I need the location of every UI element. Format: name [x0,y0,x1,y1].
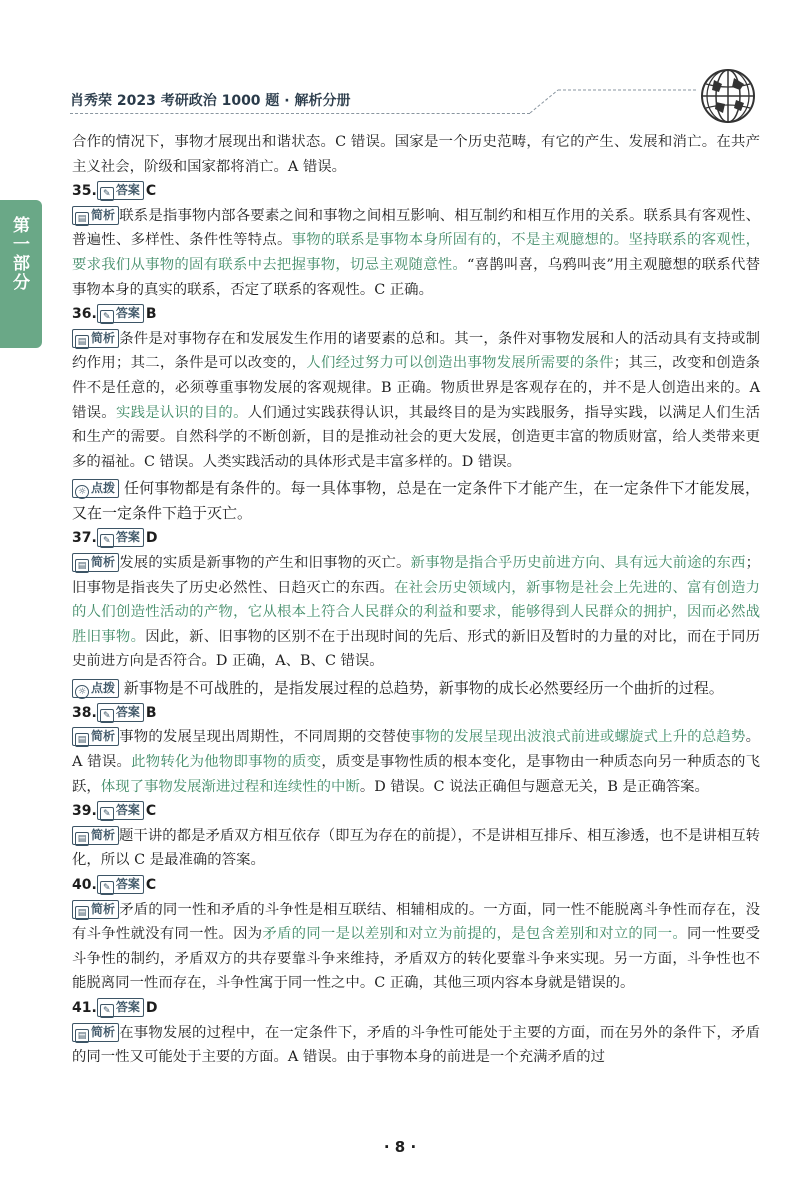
question-answer-line [72,996,760,1021]
page-content [72,130,760,1070]
question-answer-line [72,799,760,824]
answer-badge-label: 答案 [115,530,140,545]
tip-text: 任何事物都是有条件的。每一具体事物，总是在一定条件下才能产生，在一定条件下才能发展，又在一定条件下趋于灭亡。 [72,479,760,523]
analysis-text: 矛盾的同一性和矛盾的斗争性是相互联结、相辅相成的。一方面，同一性不能脱离斗争性而存在，没有斗争性就没有同一性。因为 [72,901,760,943]
question-number: 36. [72,306,97,323]
question-number: 41. [72,1000,97,1016]
analysis-text: 。A 错误。 [72,729,760,771]
tip-text: 新事物是不可战胜的，是指发展过程的总趋势，新事物的成长必然要经历一个曲折的过程。 [123,678,724,697]
analysis-text: ，质变是事物性质的根本变化，是事物由一种质态向另一种质态的飞跃， [72,754,760,795]
analysis-text: ；其三，改变和创造条件不是任意的，必须尊重事物发展的客观规律。B 正确。物质世界是客观存在的，并不是人创造出来的。A 错误。 [72,355,760,421]
analysis-text: ；旧事物是指丧失了历史必然性、日趋灭亡的东西。 [72,554,760,596]
answer-badge [97,998,144,1017]
question-number: 40. [72,877,97,894]
tip-badge-label: 点拨 [91,680,116,695]
analysis-text: 在事物发展的过程中，在一定条件下，矛盾的斗争性可能处于主要的方面，而在另外的条件下，矛盾的同一性又可能处于主要的方面。A 错误。由于事物本身的前进是一个充满矛盾的过 [72,1024,760,1066]
answer-letter: B [145,704,157,721]
book-icon: ▤ [75,1029,89,1043]
section-side-tab-label: 第一部分 [9,216,29,292]
header-decoration [528,88,708,114]
pencil-icon: ✎ [100,881,114,895]
answer-badge-label: 答案 [115,306,140,321]
pencil-icon: ✎ [100,310,114,324]
answer-letter: B [145,306,157,323]
analysis-badge-label: 简析 [91,554,116,569]
analysis-paragraph [72,725,760,799]
answer-letter: C [145,803,157,820]
analysis-text: 人们通过实践获得认识，其最终目的是为实践服务，指导实践，以满足人们生活和生产的需要。自然科学的不断创新，目的是推动社会的更大发展，创造更丰富的物质财富，给人类带来更多的福祉。C 错误。人类实践活动的具体形式是丰富多样的。D 错误。 [72,404,760,470]
answer-badge-label: 答案 [115,1000,140,1014]
answer-badge [97,875,144,894]
question-answer-line [72,526,760,551]
pencil-icon: ✎ [100,709,114,723]
lightbulb-icon: ☼ [75,685,89,699]
highlighted-text: 体现了事物发展渐进过程和连续性的中断 [100,778,360,795]
question-answer-line [72,302,760,327]
intro-paragraph: 合作的情况下，事物才展现出和谐状态。C 错误。国家是一个历史范畴，有它的产生、发展和消亡。在共产主义社会，阶级和国家都将消亡。A 错误。 [72,134,760,175]
analysis-text: 同一性要受斗争性的制约，矛盾双方的共存要靠斗争来维持，矛盾双方的转化要靠斗争来实现。另一方面，斗争性也不能脱离同一性而存在，斗争性寓于同一性之中。C 正确，其他三项内容本身就是错误的。 [72,926,760,992]
question-answer-line [72,179,760,204]
analysis-badge [72,206,119,225]
highlighted-text: 在社会历史领域内，新事物是社会上先进的、富有创造力的人们创造性活动的产物，它从根本上符合人民群众的利益和要求，能够得到人民群众的拥护，因而必然战胜旧事物。 [72,579,760,645]
answer-badge-label: 答案 [115,803,140,818]
analysis-badge-label: 简析 [91,1024,116,1039]
question-answer-line [72,701,760,726]
question-answer-line [72,873,760,898]
answer-badge-label: 答案 [115,877,140,892]
highlighted-text: 此物转化为他物即事物的质变 [131,754,322,771]
answer-badge-label: 答案 [115,183,140,198]
book-icon: ▤ [75,212,89,226]
section-side-tab [0,200,42,348]
analysis-badge [72,1023,119,1042]
analysis-text: 。D 错误。C 说法正确但与题意无关，B 是正确答案。 [359,778,709,795]
analysis-text: 发展的实质是新事物的产生和旧事物的灭亡。 [119,554,411,571]
tip-paragraph [72,676,760,701]
analysis-text: “喜鹊叫喜，乌鸦叫丧”用主观臆想的联系代替事物本身的真实的联系，否定了联系的客观性。C 正确。 [72,256,760,298]
highlighted-text: 实践是认识的目的。 [115,404,248,421]
analysis-paragraph [72,204,760,302]
tip-paragraph [72,476,760,526]
answer-badge [97,801,144,820]
lightbulb-icon: ☼ [75,485,89,499]
analysis-badge-label: 简析 [91,729,116,744]
book-icon: ▤ [75,559,89,573]
pencil-icon: ✎ [100,807,114,821]
page-number: · 8 · [383,1138,417,1156]
highlighted-text: 事物的发展呈现出波浪式前进或螺旋式上升的总趋势 [410,729,746,746]
analysis-text: 因此，新、旧事物的区别不在于出现时间的先后、形式的新旧及暂时的力量的对比，而在于同历史前进方向是否符合。D 正确，A、B、C 错误。 [72,628,760,670]
highlighted-text: 事物的联系是事物本身所固有的，不是主观臆想的。坚持联系的客观性，要求我们从事物的固有联系中去把握事物，切忌主观随意性。 [72,232,760,273]
globe-icon [700,68,756,124]
highlighted-text: 矛盾的同一是以差别和对立为前提的，是包含差别和对立的同一。 [262,926,687,943]
analysis-paragraph [72,551,760,674]
tip-badge-label: 点拨 [91,481,116,496]
answer-letter: D [145,530,158,547]
analysis-badge-label: 简析 [91,330,116,345]
book-icon: ▤ [75,832,89,846]
book-icon: ▤ [75,335,89,349]
analysis-paragraph [72,824,760,873]
book-icon: ▤ [75,906,89,920]
answer-badge [97,304,144,323]
analysis-text: 联系是指事物内部各要素之间和事物之间相互影响、相互制约和相互作用的关系。联系具有客观性、普遍性、多样性、条件性等特点。 [72,207,760,249]
highlighted-text: 新事物是指合乎历史前进方向、具有远大前途的东西 [410,554,746,571]
book-icon: ▤ [75,733,89,747]
answer-badge [97,703,144,722]
question-number: 38. [72,704,97,721]
analysis-text: 条件是对事物存在和发展发生作用的诸要素的总和。其一，条件对事物发展和人的活动具有支持或制约作用；其二，条件是可以改变的， [72,330,760,372]
pencil-icon: ✎ [100,534,114,548]
tip-badge [72,479,119,498]
answer-badge [97,181,144,200]
pencil-icon: ✎ [100,1004,114,1018]
analysis-badge [72,727,119,746]
highlighted-text: 人们经过努力可以创造出事物发展所需要的条件 [306,355,614,372]
analysis-badge [72,900,119,919]
tip-badge [72,679,119,698]
analysis-paragraph [72,327,760,475]
analysis-paragraph [72,1021,760,1070]
answer-badge [97,528,144,547]
analysis-text: 事物的发展呈现出周期性，不同周期的交替使 [119,729,411,746]
analysis-badge-label: 简析 [91,827,116,842]
analysis-badge-label: 简析 [91,901,116,916]
analysis-paragraph [72,898,760,996]
analysis-text: 题干讲的都是矛盾双方相互依存（即互为存在的前提），不是讲相互排斥、相互渗透，也不是讲相互转化，所以 C 是最准确的答案。 [72,827,760,869]
header-divider [70,113,530,114]
answer-letter: D [145,1000,158,1016]
analysis-badge [72,826,119,845]
header-title: 肖秀荣 2023 考研政治 1000 题 · 解析分册 [70,93,351,109]
question-number: 35. [72,183,97,200]
pencil-icon: ✎ [100,187,114,201]
answer-letter: C [145,183,157,200]
question-number: 39. [72,803,97,820]
question-number: 37. [72,530,97,547]
analysis-badge-label: 简析 [91,207,116,222]
analysis-badge [72,553,119,572]
analysis-badge [72,329,119,348]
answer-letter: C [145,877,157,894]
answer-badge-label: 答案 [115,704,140,719]
